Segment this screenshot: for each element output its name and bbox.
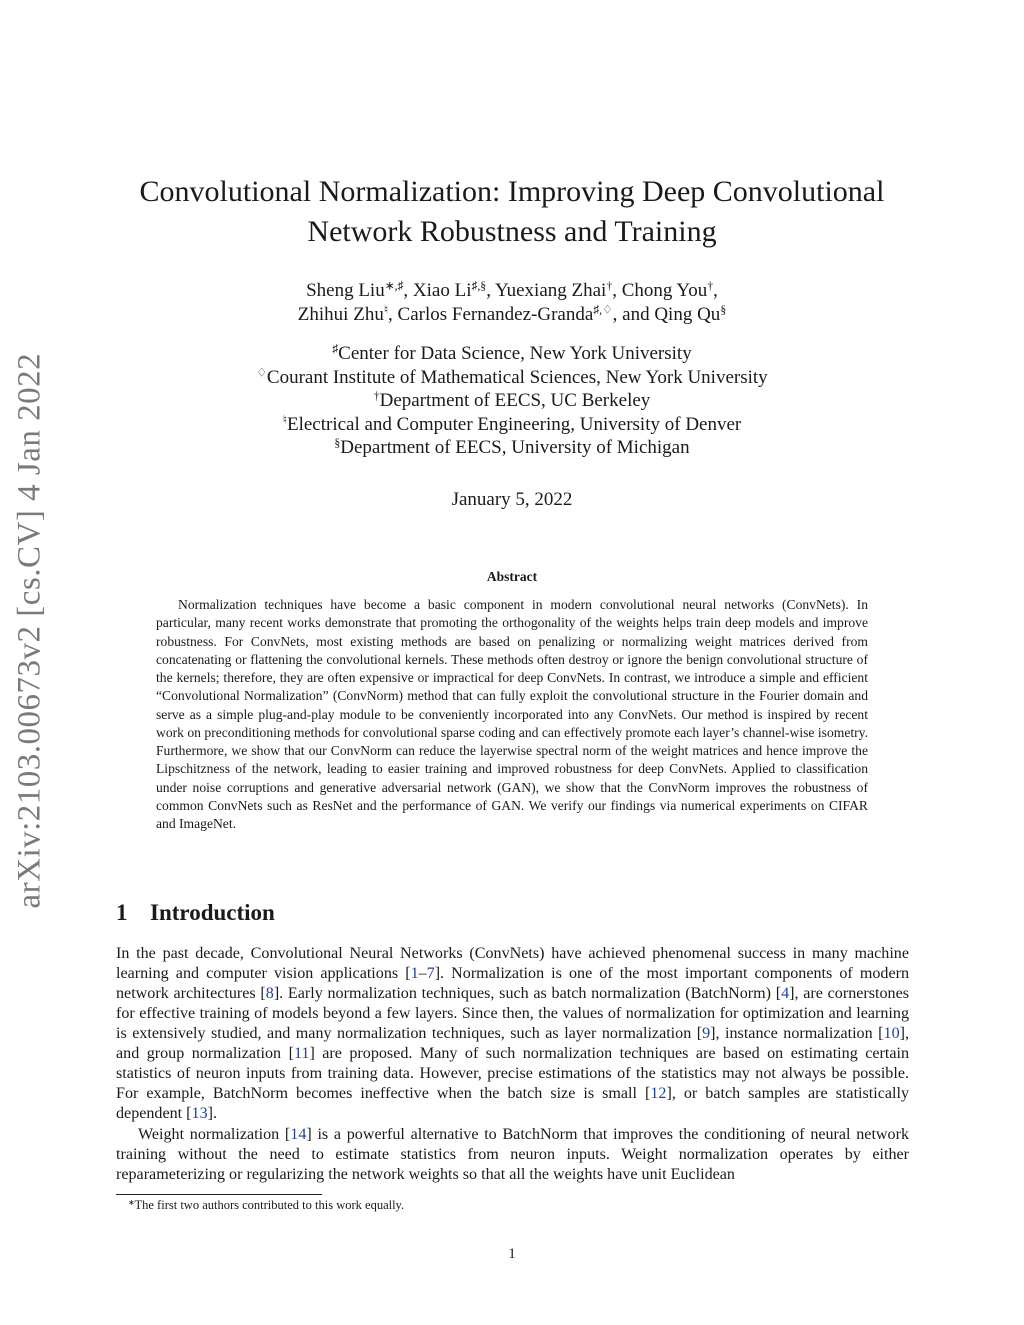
author-mark: § (720, 303, 727, 317)
body-text: Weight normalization [ (138, 1126, 291, 1143)
author-name: , Xiao Li (403, 280, 472, 301)
section-title: Introduction (150, 900, 275, 925)
affiliation-mark: § (334, 436, 341, 450)
intro-paragraph-2 (116, 1125, 909, 1185)
title-line-2: Network Robustness and Training (307, 215, 717, 248)
author-mark: † (606, 279, 613, 293)
author-mark: † (707, 279, 714, 293)
body-text: ], or batch samples are statistically dependent [ (116, 1085, 910, 1122)
author-name: Zhihui Zhu (297, 304, 384, 325)
affiliation (100, 366, 924, 390)
intro-paragraph-1 (116, 944, 909, 1124)
body-text: ]. Early normalization techniques, such as batch normalization (BatchNorm) [ (273, 985, 782, 1002)
author-name: , Chong You (612, 280, 708, 301)
author-name: , and Qing Qu (612, 304, 721, 325)
citation-link[interactable]: 12 (650, 1085, 667, 1102)
author-name: , Carlos Fernandez-Granda (388, 304, 594, 325)
author-mark: ∗,♯ (384, 279, 404, 293)
citation-link[interactable]: 8 (265, 985, 274, 1002)
section-heading (116, 900, 275, 926)
affiliation-text: Electrical and Computer Engineering, University of Denver (286, 413, 742, 435)
body-text: ] are proposed. Many of such normalization techniques are based on estimating certain statistics of neuron inputs from training data. However, precise estimations of the statistics may not always be possible. For example, BatchNorm becomes ineffective when the batch size is small [ (116, 1045, 909, 1102)
publication-date: January 5, 2022 (451, 489, 573, 510)
footnote (116, 1198, 404, 1213)
affiliation-text: Department of EECS, University of Michigan (340, 437, 690, 458)
body-text: ] is a powerful alternative to BatchNorm that improves the conditioning of neural network training without the need to estimate statistics from neuron inputs. Weight normalization operates by either reparameterizing or regularizing the network weights so that all the weights have unit Euclidean (116, 1126, 909, 1183)
affiliation (100, 413, 924, 437)
citation-link[interactable]: 14 (290, 1126, 307, 1143)
affiliation-text: Department of EECS, UC Berkeley (379, 390, 651, 411)
citation-link[interactable]: 11 (293, 1045, 310, 1062)
body-text: ], and group normalization [ (116, 1025, 910, 1062)
affiliation-mark: ♮ (282, 413, 287, 427)
title-line-1: Convolutional Normalization: Improving Deep Convolutional (139, 175, 885, 208)
affiliation (100, 436, 924, 460)
body-text: ], instance normalization [ (710, 1025, 884, 1042)
author-line-1 (100, 279, 924, 303)
author-mark: ♮ (383, 303, 389, 317)
author-line-2 (100, 303, 924, 327)
section-number: 1 (116, 900, 128, 925)
author-name: Sheng Liu (306, 280, 385, 301)
body-text: In the past decade, Convolutional Neural Networks (ConvNets) have achieved phenomenal success in many machine learning and computer vision applications [ (116, 945, 909, 982)
citation-link[interactable]: 7 (426, 965, 435, 982)
body-text: – (418, 965, 427, 982)
affiliation-mark: † (373, 389, 380, 403)
affiliation (100, 389, 924, 413)
citation-link[interactable]: 9 (702, 1025, 711, 1042)
body-text: ], are cornerstones for effective training of models beyond a few layers. Since then, the values of normalization for optimization and learning is extensively studied, and many normalization techniques, such as layer normalization [ (116, 985, 909, 1042)
author-mark: ♯,♢ (593, 303, 613, 317)
affiliation (100, 342, 924, 366)
affiliation-mark: ♯ (332, 342, 339, 356)
footnote-text: The first two authors contributed to this work equally. (134, 1198, 405, 1212)
affiliation-mark: ♢ (256, 366, 267, 380)
affiliation-text: Courant Institute of Mathematical Sciences, New York University (266, 366, 768, 388)
affiliation-list (100, 342, 924, 460)
page-number: 1 (508, 1246, 516, 1262)
author-name: , Yuexiang Zhai (486, 280, 607, 301)
arxiv-identifier: arXiv:2103.00673v2 [cs.CV] 4 Jan 2022 (11, 352, 48, 909)
citation-link[interactable]: 1 (410, 965, 419, 982)
body-text: ]. Normalization is one of the most important components of modern network architectures [ (116, 965, 909, 1002)
author-list (100, 279, 924, 327)
author-mark: ♯,§ (471, 279, 487, 293)
affiliation-text: Center for Data Science, New York University (338, 343, 692, 364)
footnote-divider (116, 1194, 322, 1195)
citation-link[interactable]: 13 (191, 1105, 208, 1122)
footnote-mark: ∗ (128, 1197, 135, 1207)
citation-link[interactable]: 4 (781, 985, 790, 1002)
paper-title (100, 172, 924, 252)
abstract-heading: Abstract (486, 569, 538, 584)
abstract-text: Normalization techniques have become a basic component in modern convolutional neural networks (ConvNets). In particular, many recent works demonstrate that promoting the orthogonality of the weights helps train deep models and improve robustness. For ConvNets, most existing methods are based on penalizing or normalizing weight matrices derived from concatenating or flattening the convolutional kernels. These methods often destroy or ignore the benign convolutional structure of the kernels; therefore, they are often expensive or impractical for deep ConvNets. In contrast, we introduce a simple and efficient “Convolutional Normalization” (ConvNorm) method that can fully exploit the convolutional structure in the Fourier domain and serve as a simple plug-and-play module to be conveniently incorporated into any ConvNets. Our method is inspired by recent work on preconditioning methods for convolutional sparse coding and can effectively promote each layer’s channel-wise isometry. Furthermore, we show that our ConvNorm can reduce the layerwise spectral norm of the weight matrices and hence improve the Lipschitzness of the network, leading to easier training and improved robustness for deep ConvNets. Applied to classification under noise corruptions and generative adversarial network (GAN), we show that the ConvNorm improves the robustness of common ConvNets such as ResNet and the performance of GAN. We verify our findings via numerical experiments on CIFAR and ImageNet. (156, 597, 868, 831)
body-text: ]. (207, 1105, 218, 1122)
citation-link[interactable]: 10 (883, 1025, 900, 1042)
author-separator: , (713, 280, 718, 301)
